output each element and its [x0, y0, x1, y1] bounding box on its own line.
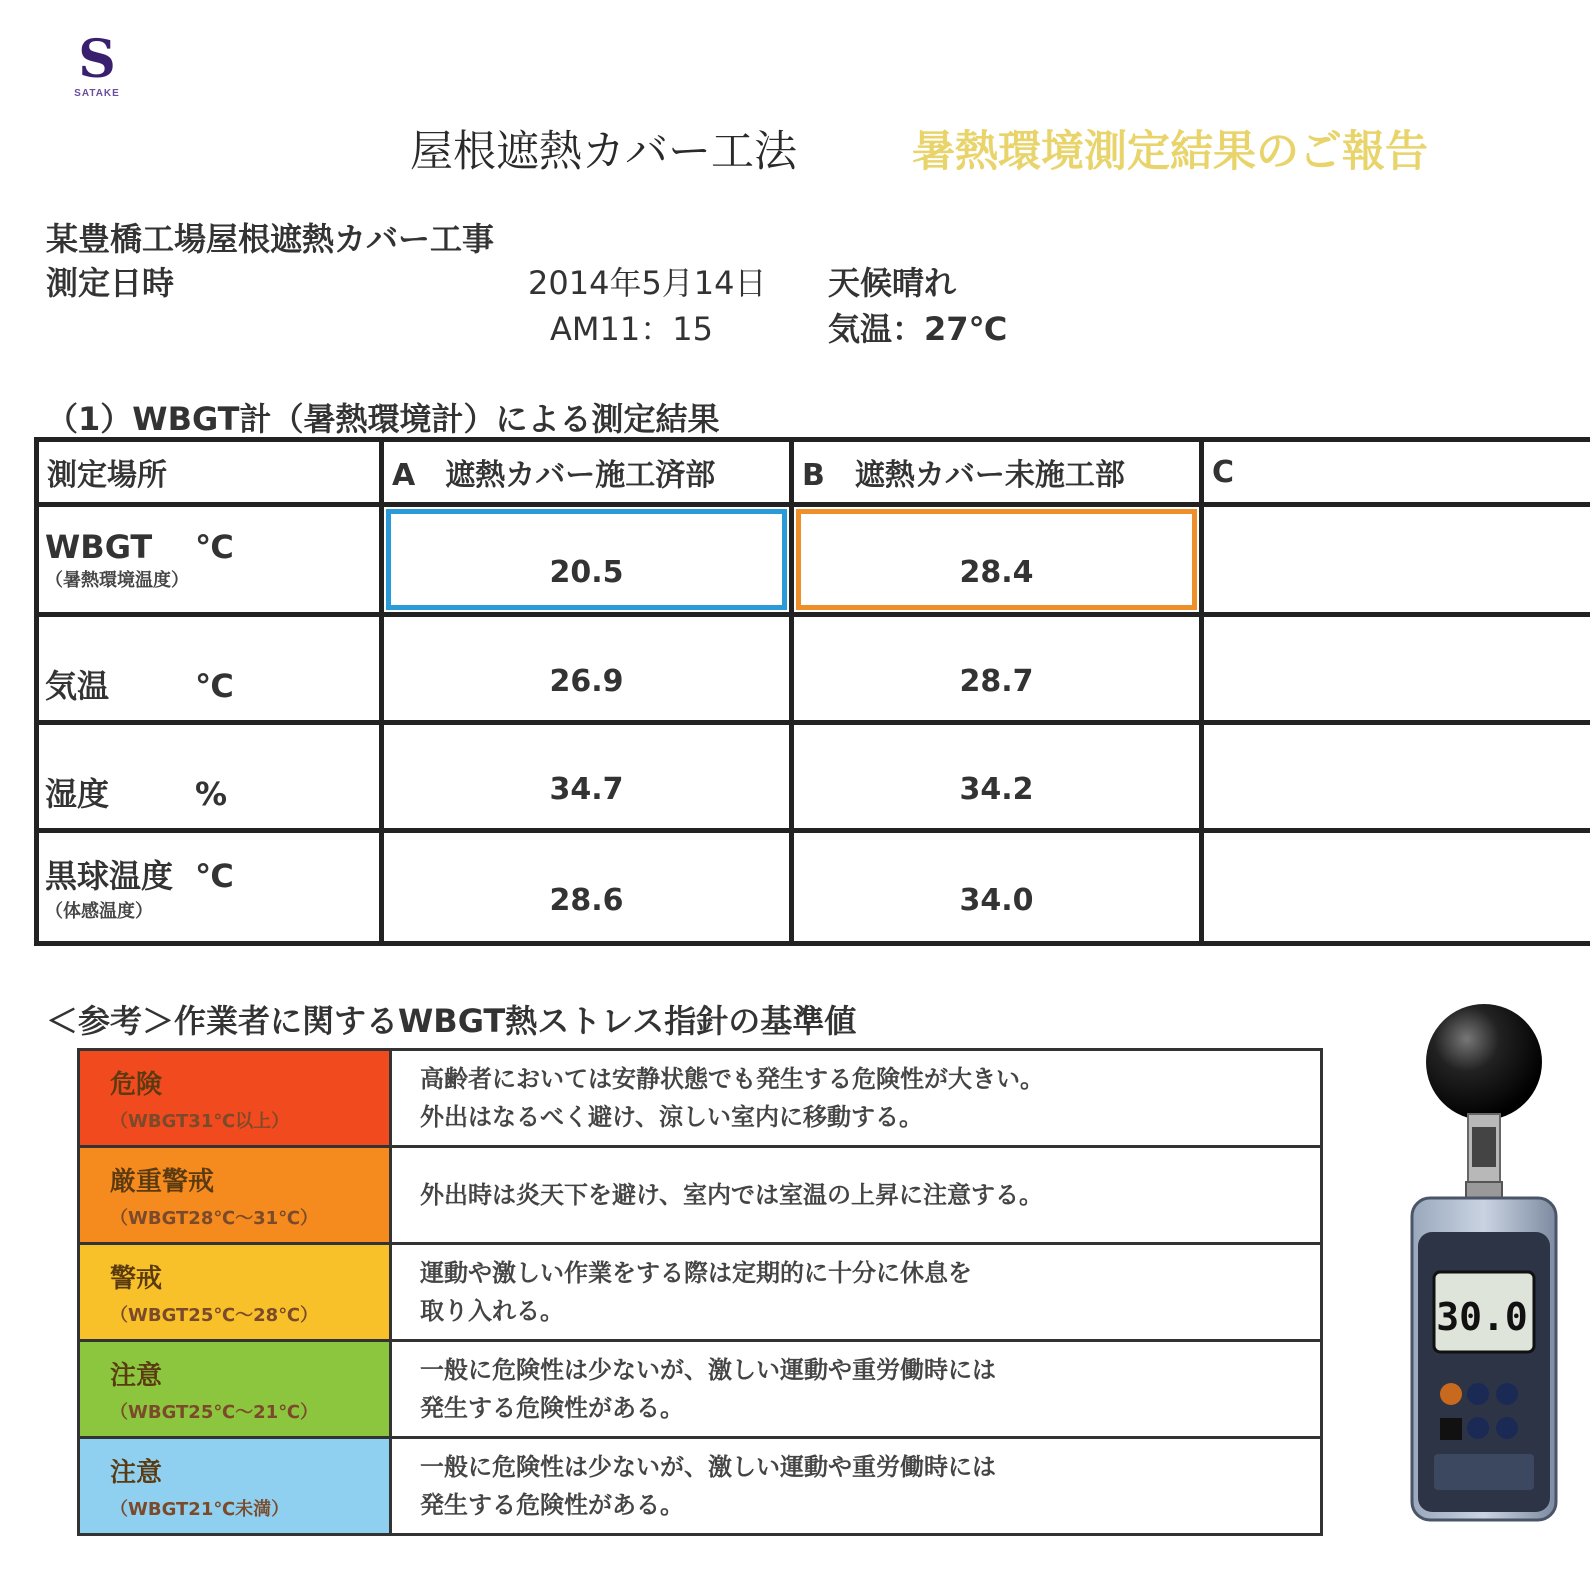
level-warning: 警戒 （WBGT25℃～28℃） [79, 1244, 391, 1341]
level-warning-desc: 運動や激しい作業をする際は定期的に十分に休息を 取り入れる。 [391, 1244, 1322, 1341]
project-name: 某豊橋工場屋根遮熱カバー工事 [46, 220, 495, 258]
table-row [37, 615, 1590, 723]
level-caution: 注意 （WBGT25℃～21℃） [79, 1341, 391, 1438]
meter-reading: 30.0 [1436, 1295, 1528, 1339]
date-label: 測定日時 [46, 264, 175, 302]
row-label-wbgt: WBGT ℃ （暑熱環境温度） [37, 505, 382, 615]
table-row [37, 831, 1590, 944]
company-logo [52, 29, 142, 106]
table-row [37, 505, 1590, 615]
wbgt-meter-image [1406, 1002, 1562, 1522]
value-c-globe-temp [1202, 831, 1590, 944]
value-b-air-temp: 28.7 [792, 615, 1202, 723]
weather: 天候晴れ [828, 264, 957, 302]
level-caution-low: 注意 （WBGT21℃未満） [79, 1438, 391, 1535]
section-measurement-title: （1）WBGT計（暑熱環境計）による測定結果 [46, 400, 720, 438]
table-header-row [37, 440, 1590, 505]
header-c: C [1202, 440, 1590, 505]
reference-table [77, 1048, 1323, 1536]
value-b-humidity: 34.2 [792, 723, 1202, 831]
level-danger: 危険 （WBGT31℃以上） [79, 1050, 391, 1147]
page-subtitle: 暑熱環境測定結果のご報告 [912, 127, 1428, 177]
value-a-globe-temp: 28.6 [382, 831, 792, 944]
level-danger-desc: 高齢者においては安静状態でも発生する危険性が大きい。 外出はなるべく避け、涼しい室内に移動する。 [391, 1050, 1322, 1147]
level-severe-warning: 厳重警戒 （WBGT28℃～31℃） [79, 1147, 391, 1244]
black-globe [1426, 1004, 1542, 1120]
value-a-air-temp: 26.9 [382, 615, 792, 723]
value-b-globe-temp: 34.0 [792, 831, 1202, 944]
measure-time: AM11：15 [550, 310, 713, 348]
row-label-air-temp: 気温 ℃ [37, 615, 382, 723]
page-title: 屋根遮熱カバー工法 [410, 127, 797, 177]
table-row [79, 1147, 1322, 1244]
table-row [79, 1050, 1322, 1147]
logo-letter: S [78, 29, 116, 90]
header-a: A 遮熱カバー施工済部 [382, 440, 792, 505]
level-caution-desc: 一般に危険性は少ないが、激しい運動や重労働時には 発生する危険性がある。 [391, 1341, 1322, 1438]
logo-word: SATAKE [74, 88, 120, 99]
value-a-humidity: 34.7 [382, 723, 792, 831]
row-label-globe-temp: 黒球温度 ℃ （体感温度） [37, 831, 382, 944]
value-b-wbgt: 28.4 [792, 505, 1202, 615]
measure-date: 2014年5月14日 [528, 264, 767, 302]
table-row [37, 723, 1590, 831]
table-row [79, 1438, 1322, 1535]
row-label-humidity: 湿度 % [37, 723, 382, 831]
table-row [79, 1341, 1322, 1438]
value-c-humidity [1202, 723, 1590, 831]
value-a-wbgt: 20.5 [382, 505, 792, 615]
measurement-table [34, 437, 1590, 946]
level-severe-warning-desc: 外出時は炎天下を避け、室内では室温の上昇に注意する。 [391, 1147, 1322, 1244]
header-location: 測定場所 [37, 440, 382, 505]
value-c-wbgt [1202, 505, 1590, 615]
header-b: B 遮熱カバー未施工部 [792, 440, 1202, 505]
value-c-air-temp [1202, 615, 1590, 723]
table-row [79, 1244, 1322, 1341]
section-reference-title: ＜参考＞作業者に関するWBGT熱ストレス指針の基準値 [46, 1002, 857, 1040]
air-temperature: 気温：27℃ [828, 310, 1008, 348]
level-caution-low-desc: 一般に危険性は少ないが、激しい運動や重労働時には 発生する危険性がある。 [391, 1438, 1322, 1535]
